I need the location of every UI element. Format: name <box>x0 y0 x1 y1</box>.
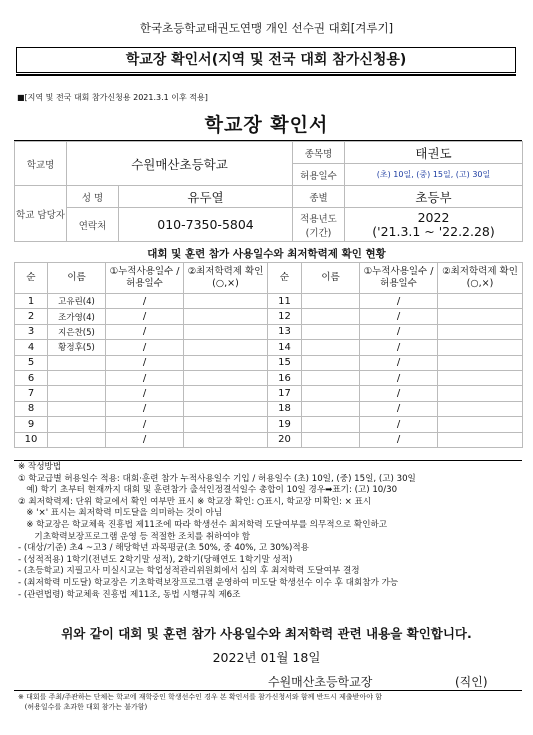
min-achievement-check <box>438 324 523 339</box>
footer-notice <box>18 693 523 712</box>
accumulated-days: / <box>106 355 184 370</box>
row-number: 5 <box>15 355 48 370</box>
min-achievement-check <box>184 324 268 339</box>
row-number: 11 <box>268 294 302 309</box>
accumulated-days: / <box>106 370 184 385</box>
instruction-line: - (대상/기준) 초4 ~고3 / 해당학년 과목평균(초 50%, 중 40%, 고 30%)적용 <box>18 543 309 554</box>
footer-divider <box>14 690 522 691</box>
principal-signature: 수원매산초등학교장 <box>268 675 373 689</box>
school-info-table <box>14 141 523 242</box>
year-value: 2022 <box>417 209 450 225</box>
min-achievement-check <box>184 370 268 385</box>
allowed-days-value: (초) 10일, (중) 15일, (고) 30일 <box>345 164 523 186</box>
min-achievement-check <box>438 401 523 416</box>
table-row <box>15 432 523 447</box>
row-number: 13 <box>268 324 302 339</box>
min-achievement-check <box>438 432 523 447</box>
name-label: 성 명 <box>67 186 119 208</box>
table-row <box>15 401 523 416</box>
accumulated-days: / <box>360 432 438 447</box>
row-number: 3 <box>15 324 48 339</box>
school-value: 수원매산초등학교 <box>67 142 293 186</box>
col-name-header-right: 이름 <box>302 263 360 294</box>
student-name <box>48 401 106 416</box>
school-label: 학교명 <box>15 142 67 186</box>
table-row <box>15 294 523 309</box>
instruction-line: - (최저학력 미도달) 학교장은 기초학력보장프로그램 운영하여 미도달 학생선수 이수 후 대회참가 가능 <box>18 577 399 588</box>
row-number: 16 <box>268 370 302 385</box>
application-notice: ■[지역 및 전국 대회 참가신청용 2021.3.1 이후 적용] <box>17 93 208 102</box>
row-number: 19 <box>268 417 302 432</box>
student-name <box>48 386 106 401</box>
row-number: 6 <box>15 370 48 385</box>
min-achievement-check <box>438 294 523 309</box>
col-check-header: ②최저학력제 확인(○,×) <box>184 263 268 294</box>
row-number: 17 <box>268 386 302 401</box>
confirmation-statement: 위와 같이 대회 및 훈련 참가 사용일수와 최저학력 관련 내용을 확인합니다. <box>61 626 472 641</box>
accumulated-days: / <box>106 340 184 355</box>
student-name <box>302 324 360 339</box>
instruction-line: - (성적적용) 1학기(전년도 2학기말 성적), 2학기(당해연도 1학기말 성적) <box>18 554 293 565</box>
table-row <box>15 370 523 385</box>
min-achievement-check <box>184 355 268 370</box>
year-label: 적용년도 (기간) <box>293 208 345 242</box>
student-name <box>302 355 360 370</box>
student-name <box>48 432 106 447</box>
accumulated-days: / <box>360 340 438 355</box>
min-achievement-check <box>184 432 268 447</box>
col-days-header: ①누적사용일수 /허용일수 <box>106 263 184 294</box>
instruction-line: ※ 학교장은 학교체육 진흥법 제11조에 따라 학생선수 최저학력 도달여부를 의무적으로 확인하고 <box>18 519 388 530</box>
min-achievement-check <box>184 386 268 401</box>
row-number: 18 <box>268 401 302 416</box>
student-name <box>302 294 360 309</box>
min-achievement-check <box>438 355 523 370</box>
contact-label: 연락처 <box>67 208 119 242</box>
sport-value: 태권도 <box>345 142 523 164</box>
sport-label: 종목명 <box>293 142 345 164</box>
student-name <box>302 432 360 447</box>
accumulated-days: / <box>360 401 438 416</box>
category-value: 초등부 <box>345 186 523 208</box>
row-number: 12 <box>268 309 302 324</box>
student-name <box>302 340 360 355</box>
min-achievement-check <box>438 370 523 385</box>
instruction-line: ※ 작성방법 <box>18 462 62 472</box>
row-number: 8 <box>15 401 48 416</box>
accumulated-days: / <box>106 417 184 432</box>
accumulated-days: / <box>106 401 184 416</box>
instruction-line: ② 최저학력제: 단위 학교에서 확인 여부만 표시 ※ 학교장 확인: ○표시, 학교장 미확인: × 표시 <box>18 496 372 507</box>
organization-title: 한국초등학교태권도연맹 개인 선수권 대회[겨루기] <box>139 21 394 35</box>
instruction-line: - (관련법령) 학교체육 진흥법 제11조, 동법 시행규칙 제6조 <box>18 589 241 600</box>
col-days-header-right: ①누적사용일수 /허용일수 <box>360 263 438 294</box>
min-achievement-check <box>438 417 523 432</box>
instruction-line: ※ '×' 표시는 최저학력 미도달을 의미하는 것이 아님 <box>18 508 223 519</box>
accumulated-days: / <box>360 355 438 370</box>
row-number: 4 <box>15 340 48 355</box>
period-value: ('21.3.1 ~ '22.2.28) <box>372 223 495 239</box>
student-name <box>48 370 106 385</box>
instruction-line: 예) 학기 초부터 현재까지 대회 및 훈련참가 출석인정결석일수 총합이 10일 경우➡표기: (고) 10/30 <box>18 485 398 496</box>
min-achievement-check <box>438 386 523 401</box>
table-row <box>15 417 523 432</box>
student-name <box>302 370 360 385</box>
manager-label: 학교 담당자 <box>15 186 67 242</box>
col-no-header: 순 <box>15 263 48 294</box>
col-no-header-right: 순 <box>268 263 302 294</box>
min-achievement-check <box>438 340 523 355</box>
row-number: 7 <box>15 386 48 401</box>
row-number: 1 <box>15 294 48 309</box>
min-achievement-check <box>184 309 268 324</box>
student-name <box>48 355 106 370</box>
min-achievement-check <box>184 417 268 432</box>
form-title: 학교장 확인서(지역 및 전국 대회 참가신청용) <box>16 47 516 73</box>
accumulated-days: / <box>360 324 438 339</box>
footer-line: ※ 대회를 주최/주관하는 단체는 학교에 재학중인 학생선수인 경우 본 확인서를 참가신청서와 함께 반드시 제출받아야 함 <box>18 693 382 701</box>
row-number: 2 <box>15 309 48 324</box>
student-name: 황정후(5) <box>48 340 106 355</box>
row-number: 15 <box>268 355 302 370</box>
instruction-line: ① 학교급별 허용일수 적용: 대회·훈련 참가 누적사용일수 기입 / 허용일수 (초) 10일, (중) 15일, (고) 30일 <box>18 473 416 484</box>
footer-line: (허용일수를 초과한 대회 참가는 불가함) <box>18 702 148 711</box>
official-seal: (직인) <box>455 675 488 689</box>
table-row <box>15 355 523 370</box>
title-divider <box>16 74 516 76</box>
table-divider <box>14 460 522 461</box>
table-row <box>15 386 523 401</box>
student-name: 고유린(4) <box>48 294 106 309</box>
row-number: 9 <box>15 417 48 432</box>
table-row <box>15 309 523 324</box>
accumulated-days: / <box>360 417 438 432</box>
accumulated-days: / <box>360 386 438 401</box>
accumulated-days: / <box>106 324 184 339</box>
writing-instructions <box>18 462 523 601</box>
allowed-days-label: 허용일수 <box>293 164 345 186</box>
student-name <box>48 417 106 432</box>
instruction-line: - (초등학교) 지필고사 미실시교는 학업성적관리위원회에서 심의 후 최저학력 도달여부 결정 <box>18 566 360 577</box>
category-label: 종별 <box>293 186 345 208</box>
student-name <box>302 386 360 401</box>
accumulated-days: / <box>106 386 184 401</box>
accumulated-days: / <box>106 432 184 447</box>
accumulated-days: / <box>360 294 438 309</box>
table-row <box>15 340 523 355</box>
student-name <box>302 417 360 432</box>
min-achievement-check <box>184 401 268 416</box>
status-table-title: 대회 및 훈련 참가 사용일수와 최저학력제 확인 현황 <box>147 248 386 260</box>
accumulated-days: / <box>106 309 184 324</box>
row-number: 14 <box>268 340 302 355</box>
name-value: 유두열 <box>119 186 293 208</box>
row-number: 10 <box>15 432 48 447</box>
min-achievement-check <box>438 309 523 324</box>
student-name <box>302 401 360 416</box>
col-name-header: 이름 <box>48 263 106 294</box>
col-check-header-right: ②최저학력제 확인(○,×) <box>438 263 523 294</box>
min-achievement-check <box>184 340 268 355</box>
participation-table <box>14 262 523 448</box>
student-name: 지은찬(5) <box>48 324 106 339</box>
confirmation-date: 2022년 01월 18일 <box>212 650 321 665</box>
page-title: 학교장 확인서 <box>204 114 329 136</box>
contact-value: 010-7350-5804 <box>119 208 293 242</box>
student-name: 조가영(4) <box>48 309 106 324</box>
min-achievement-check <box>184 294 268 309</box>
instruction-line: 기초학력보장프로그램 운영 등 적절한 조치를 취하여야 함 <box>18 531 251 542</box>
row-number: 20 <box>268 432 302 447</box>
table-row <box>15 324 523 339</box>
accumulated-days: / <box>360 370 438 385</box>
accumulated-days: / <box>106 294 184 309</box>
accumulated-days: / <box>360 309 438 324</box>
student-name <box>302 309 360 324</box>
